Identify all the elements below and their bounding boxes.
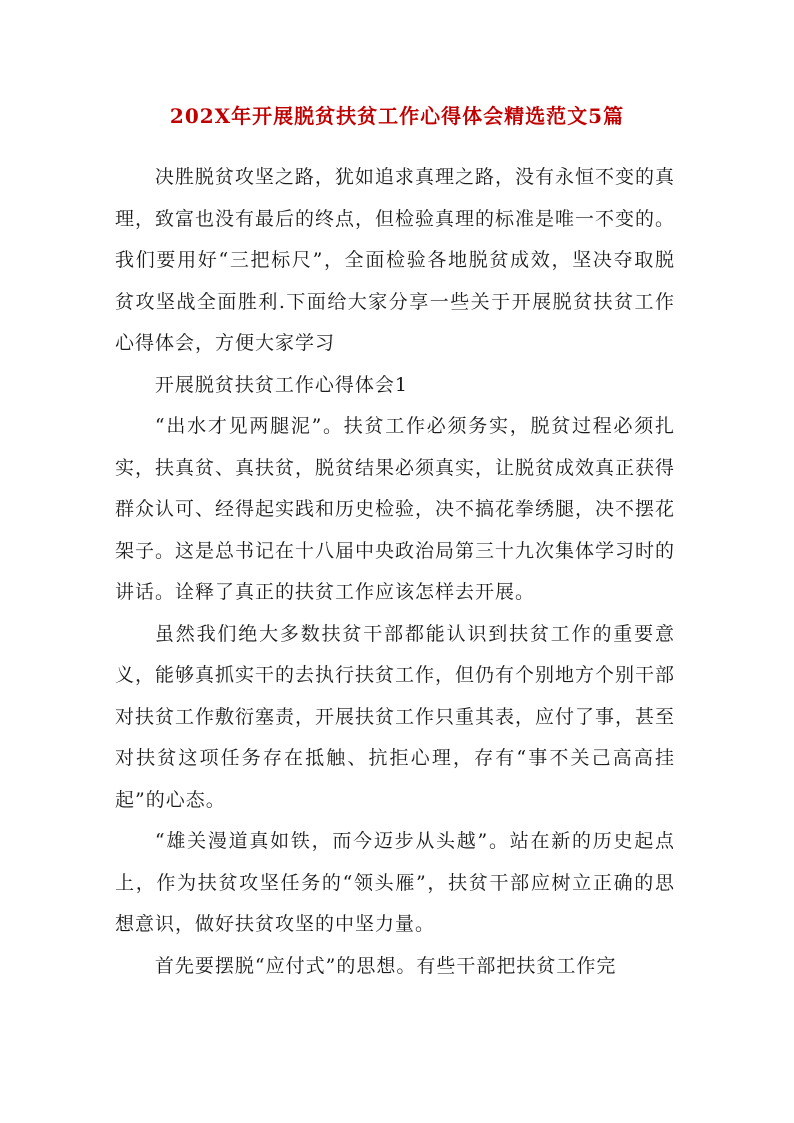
section-heading: 开展脱贫扶贫工作心得体会1	[154, 373, 408, 396]
paragraph-intro: 决胜脱贫攻坚之路，犹如追求真理之路，没有永恒不变的真理，致富也没有最后的终点，但检验真理的标准是唯一不变的。我们要用好“三把标尺”，全面检验各地脱贫成效，坚决夺取脱贫攻坚战全面胜利.下面给大家分享一些关于开展脱贫扶贫工作心得体会，方便大家学习	[115, 166, 676, 354]
paragraph: 首先要摆脱“应付式”的思想。有些干部把扶贫工作完	[154, 954, 617, 977]
paragraph: “出水才见两腿泥”。扶贫工作必须务实，脱贫过程必须扎实，扶真贫、真扶贫，脱贫结果必须真实，让脱贫成效真正获得群众认可、经得起实践和历史检验，决不搞花拳绣腿，决不摆花架子。这是总书记在十八届中央政治局第三十九次集体学习时的讲话。诠释了真正的扶贫工作应该怎样去开展。	[115, 415, 676, 603]
paragraph: “雄关漫道真如铁，而今迈步从头越”。站在新的历史起点上，作为扶贫攻坚任务的“领头雁”，扶贫干部应树立正确的思想意识，做好扶贫攻坚的中坚力量。	[115, 830, 675, 935]
document-body	[115, 157, 675, 987]
paragraph: 虽然我们绝大多数扶贫干部都能认识到扶贫工作的重要意义，能够真抓实干的去执行扶贫工作，但仍有个别地方个别干部对扶贫工作敷衍塞责，开展扶贫工作只重其表，应付了事，甚至对扶贫这项任务存在抵触、抗拒心理，存有“事不关己高高挂起”的心态。	[115, 622, 676, 811]
document-title: 202X年开展脱贫扶贫工作心得体会精选范文5篇	[169, 104, 625, 128]
